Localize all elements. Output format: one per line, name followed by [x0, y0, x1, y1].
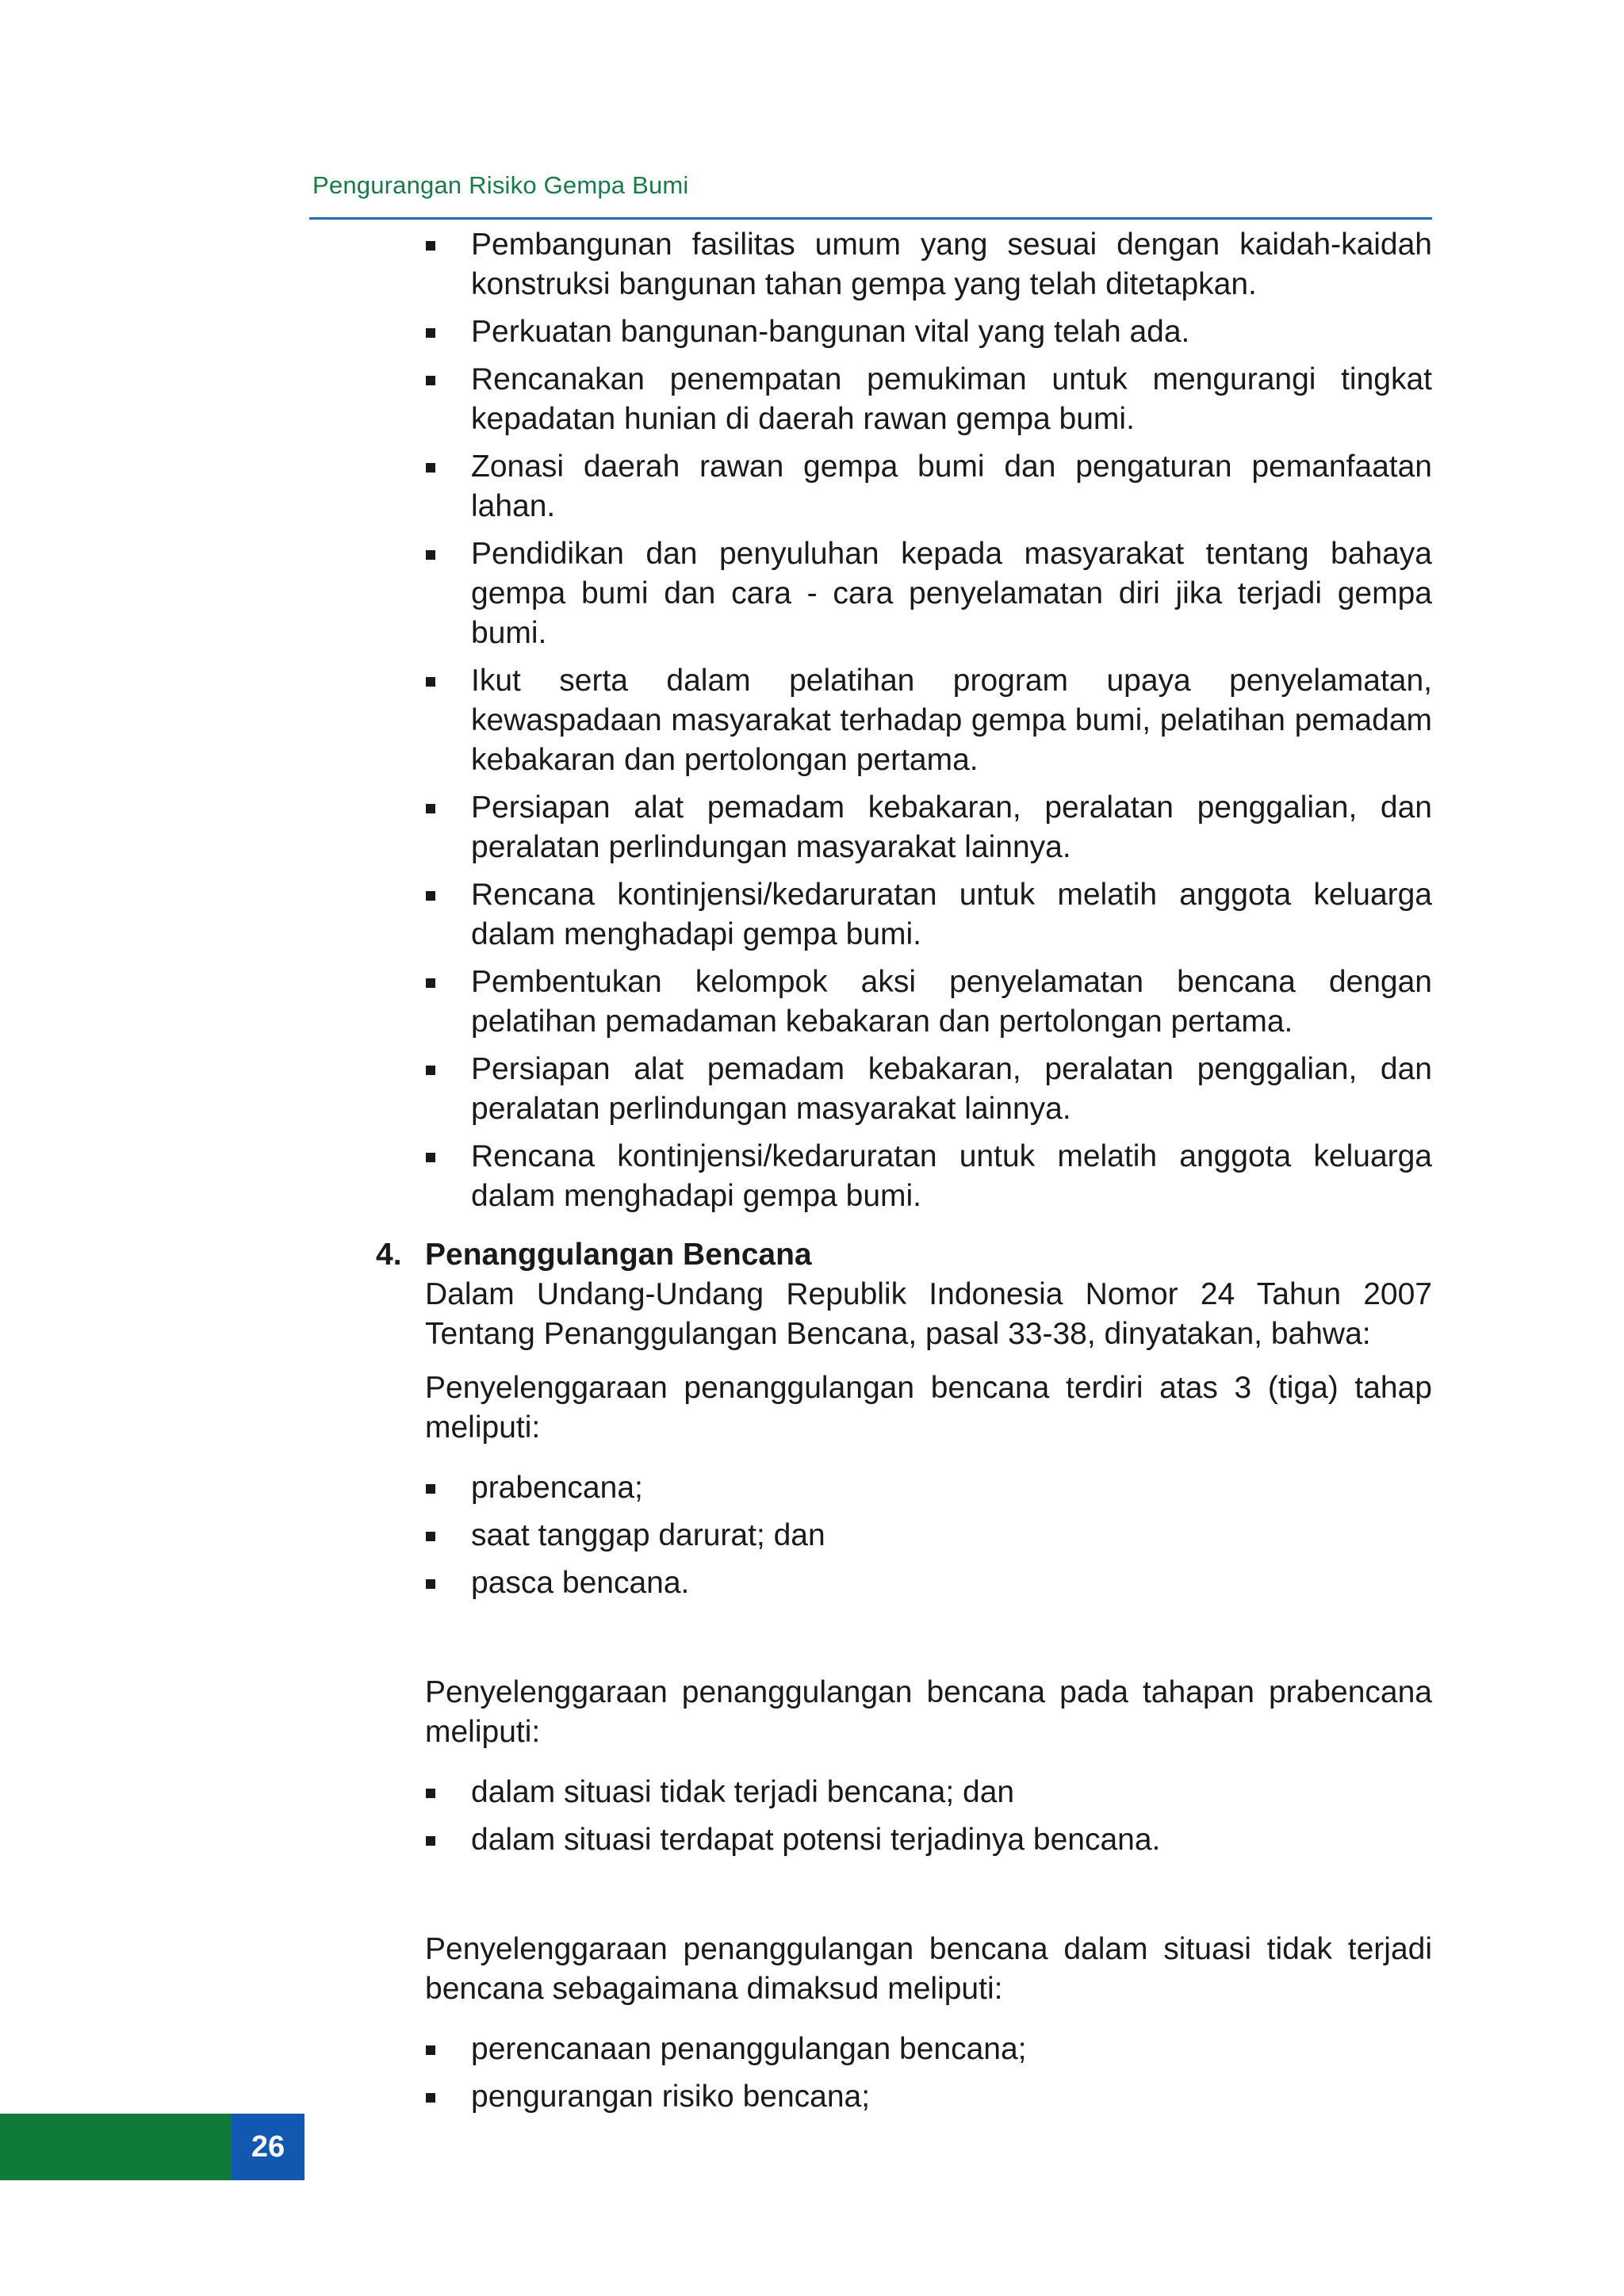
list-item: Perkuatan bangunan-bangunan vital yang telah ada.	[309, 312, 1432, 352]
list-item: dalam situasi terdapat potensi terjadinya bencana.	[425, 1820, 1432, 1860]
section-penanggulangan-bencana	[309, 1235, 1432, 2117]
square-bullet-icon	[426, 2093, 435, 2103]
square-bullet-icon	[426, 978, 435, 988]
page-content	[309, 225, 1432, 2125]
square-bullet-icon	[426, 1484, 435, 1494]
list-item: perencanaan penanggulangan bencana;	[425, 2030, 1432, 2069]
header-title: Pengurangan Risiko Gempa Bumi	[312, 171, 689, 199]
list-item: pasca bencana.	[425, 1563, 1432, 1603]
list-item: Rencana kontinjensi/kedaruratan untuk melatih anggota keluarga dalam menghadapi gempa bumi.	[309, 1137, 1432, 1216]
square-bullet-icon	[426, 241, 435, 251]
square-bullet-icon	[426, 1836, 435, 1846]
list-item: Persiapan alat pemadam kebakaran, peralatan penggalian, dan peralatan perlindungan masyarakat lainnya.	[309, 788, 1432, 867]
list-item: saat tanggap darurat; dan	[425, 1516, 1432, 1556]
section-title: Penanggulangan Bencana	[425, 1238, 812, 1272]
bullet-list-situasi	[425, 2030, 1432, 2117]
list-item: Pembangunan fasilitas umum yang sesuai dengan kaidah-kaidah konstruksi bangunan tahan gempa yang telah ditetapkan.	[309, 225, 1432, 304]
square-bullet-icon	[426, 891, 435, 901]
paragraph-situasi-tidak-terjadi: Penyelenggaraan penanggulangan bencana dalam situasi tidak terjadi bencana sebagaimana dimaksud meliputi:	[425, 1932, 1432, 2006]
footer-green-bar	[0, 2114, 232, 2180]
square-bullet-icon	[426, 1153, 435, 1162]
list-item: Pendidikan dan penyuluhan kepada masyarakat tentang bahaya gempa bumi dan cara - cara penyelamatan diri jika terjadi gempa bumi.	[309, 534, 1432, 653]
list-item: Pembentukan kelompok aksi penyelamatan bencana dengan pelatihan pemadaman kebakaran dan pertolongan pertama.	[309, 962, 1432, 1042]
square-bullet-icon	[426, 328, 435, 338]
square-bullet-icon	[426, 1789, 435, 1798]
section-number: 4.	[376, 1238, 402, 1272]
paragraph-tahap: Penyelenggaraan penanggulangan bencana terdiri atas 3 (tiga) tahap meliputi:	[425, 1371, 1432, 1445]
list-item: dalam situasi tidak terjadi bencana; dan	[425, 1773, 1432, 1812]
list-item: pengurangan risiko bencana;	[425, 2077, 1432, 2117]
square-bullet-icon	[426, 677, 435, 687]
list-item: Rencanakan penempatan pemukiman untuk mengurangi tingkat kepadatan hunian di daerah rawan gempa bumi.	[309, 360, 1432, 439]
square-bullet-icon	[426, 1066, 435, 1075]
bullet-list-prabencana	[425, 1773, 1432, 1860]
square-bullet-icon	[426, 550, 435, 560]
list-item: Rencana kontinjensi/kedaruratan untuk melatih anggota keluarga dalam menghadapi gempa bumi.	[309, 875, 1432, 955]
list-item: Persiapan alat pemadam kebakaran, peralatan penggalian, dan peralatan perlindungan masyarakat lainnya.	[309, 1050, 1432, 1129]
footer-page-box	[232, 2114, 304, 2180]
square-bullet-icon	[426, 2045, 435, 2055]
square-bullet-icon	[426, 463, 435, 473]
square-bullet-icon	[426, 804, 435, 813]
list-item: prabencana;	[425, 1468, 1432, 1508]
square-bullet-icon	[426, 1579, 435, 1589]
square-bullet-icon	[426, 376, 435, 385]
page-number: 26	[251, 2130, 285, 2164]
bullet-list-top	[309, 225, 1432, 1216]
section-intro: Dalam Undang-Undang Republik Indonesia Nomor 24 Tahun 2007 Tentang Penanggulangan Bencana, pasal 33-38, dinyatakan, bahwa:	[425, 1277, 1432, 1351]
square-bullet-icon	[426, 1532, 435, 1541]
running-header	[309, 171, 1432, 220]
list-item: Ikut serta dalam pelatihan program upaya penyelamatan, kewaspadaan masyarakat terhadap gempa bumi, pelatihan pemadam kebakaran dan pertolongan pertama.	[309, 661, 1432, 780]
list-item: Zonasi daerah rawan gempa bumi dan pengaturan pemanfaatan lahan.	[309, 447, 1432, 526]
bullet-list-tahap	[425, 1468, 1432, 1603]
paragraph-prabencana: Penyelenggaraan penanggulangan bencana pada tahapan prabencana meliputi:	[425, 1675, 1432, 1749]
